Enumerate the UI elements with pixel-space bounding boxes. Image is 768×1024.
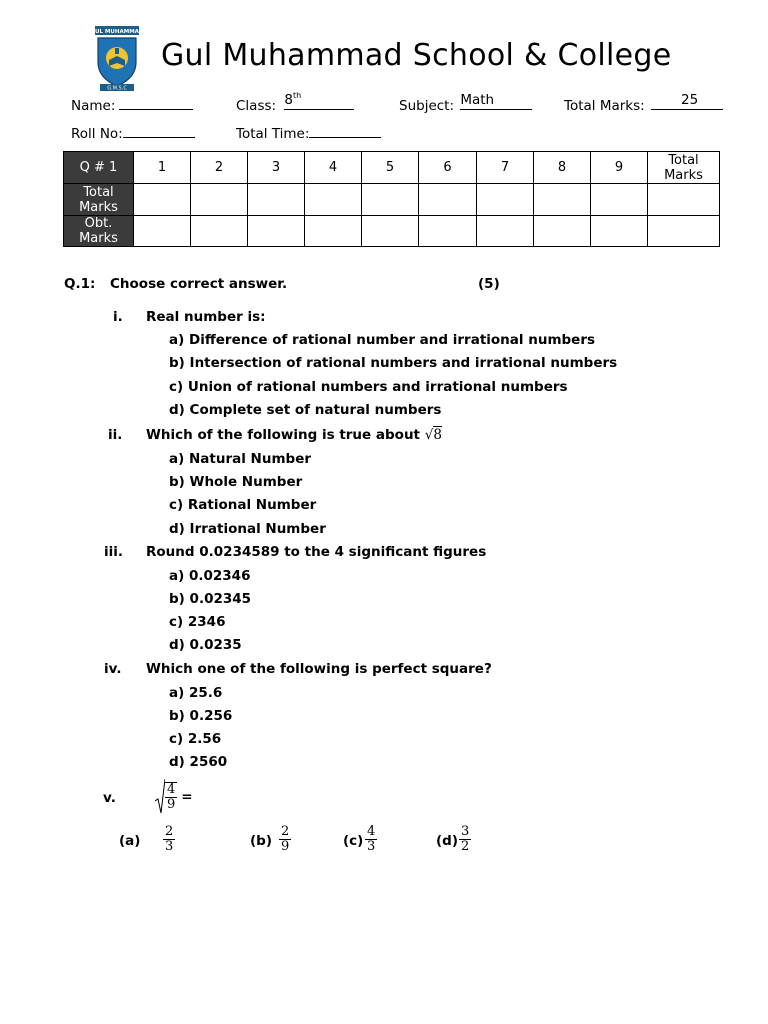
option-a[interactable]: [169, 568, 250, 584]
table-col-4: 4: [305, 152, 362, 184]
option-d[interactable]: [169, 521, 326, 537]
fraction-denominator: 9: [281, 839, 290, 854]
fraction-denominator: 9: [167, 797, 176, 812]
question-text: Which one of the following is perfect square?: [146, 661, 492, 677]
table-col-total: Total Marks: [648, 152, 720, 184]
option-b-label[interactable]: (b): [250, 833, 273, 849]
question-number: iv.: [104, 661, 122, 677]
option-text: 2346: [187, 614, 226, 630]
option-d[interactable]: [169, 637, 242, 653]
question-text: Real number is:: [146, 309, 266, 325]
question-number: ii.: [108, 427, 123, 443]
q1-marks: (5): [478, 276, 500, 292]
fraction-denominator: 3: [367, 839, 376, 854]
table-cell[interactable]: [591, 216, 648, 247]
subject-label: Subject:: [399, 98, 455, 114]
fraction-denominator: 3: [165, 839, 174, 854]
table-cell[interactable]: [648, 216, 720, 247]
table-col-8: 8: [534, 152, 591, 184]
table-cell[interactable]: [591, 184, 648, 216]
table-col-5: 5: [362, 152, 419, 184]
option-text: Complete set of natural numbers: [189, 402, 442, 418]
option-a-label[interactable]: (a): [119, 833, 141, 849]
sqrt-value: 8: [433, 427, 442, 443]
option-text: 0.02346: [188, 568, 251, 584]
option-letter: d): [169, 402, 185, 418]
option-text: Whole Number: [189, 474, 303, 490]
option-a[interactable]: [169, 451, 311, 467]
school-logo: [92, 24, 142, 92]
marks-table: [63, 151, 720, 247]
option-letter: a): [169, 568, 185, 584]
table-cell[interactable]: [134, 216, 191, 247]
name-field: [71, 95, 193, 114]
total-marks-field: [564, 92, 723, 114]
subject-field: [399, 92, 532, 114]
sqrt-radical-icon: [155, 779, 165, 815]
q1-title: Choose correct answer.: [110, 276, 288, 292]
option-text: Union of rational numbers and irrational numbers: [187, 379, 568, 395]
option-b-fraction[interactable]: [279, 825, 291, 854]
option-a-fraction[interactable]: [163, 825, 175, 854]
fraction-numerator: 3: [461, 824, 470, 839]
table-col-1: 1: [134, 152, 191, 184]
option-letter: c): [169, 497, 184, 513]
option-b[interactable]: [169, 708, 232, 724]
table-cell[interactable]: [248, 184, 305, 216]
table-cell[interactable]: [362, 184, 419, 216]
time-label: Total Time:: [236, 126, 310, 142]
question-text: Which of the following is true about: [146, 427, 421, 443]
option-letter: a): [169, 332, 185, 348]
option-letter: b): [169, 708, 185, 724]
table-cell[interactable]: [534, 184, 591, 216]
option-d-fraction[interactable]: [459, 825, 471, 854]
table-col-6: 6: [419, 152, 477, 184]
option-b[interactable]: [169, 355, 617, 371]
option-text: 25.6: [188, 685, 223, 701]
option-letter: c): [169, 379, 184, 395]
school-name: Gul Muhammad School & College: [161, 38, 672, 73]
subject-blank[interactable]: [460, 92, 532, 110]
option-b[interactable]: [169, 474, 302, 490]
table-cell[interactable]: [191, 216, 248, 247]
option-text: 2.56: [187, 731, 222, 747]
option-c[interactable]: [169, 731, 221, 747]
option-letter: d): [169, 754, 185, 770]
total-marks-blank[interactable]: [651, 92, 723, 110]
option-c[interactable]: [169, 379, 568, 395]
option-text: Rational Number: [187, 497, 317, 513]
option-a[interactable]: [169, 332, 595, 348]
table-cell[interactable]: [305, 216, 362, 247]
option-letter: a): [169, 451, 185, 467]
option-a[interactable]: [169, 685, 222, 701]
option-text: 0.02345: [189, 591, 252, 607]
roll-field: [71, 123, 195, 142]
fraction-denominator: 2: [461, 839, 470, 854]
fraction-numerator: 4: [367, 824, 376, 839]
roll-label: Roll No:: [71, 126, 123, 142]
option-letter: c): [169, 614, 184, 630]
sqrt-symbol: √8: [424, 427, 442, 443]
class-sup: th: [292, 91, 302, 100]
total-marks-label: Total Marks:: [564, 98, 645, 114]
table-cell[interactable]: [134, 184, 191, 216]
table-header-q1: Q # 1: [64, 152, 134, 184]
option-text: 0.0235: [189, 637, 242, 653]
name-label: Name:: [71, 98, 116, 114]
fraction-numerator: 2: [165, 824, 174, 839]
fraction-numerator: 2: [281, 824, 290, 839]
table-cell[interactable]: [362, 216, 419, 247]
root-fraction: [165, 782, 177, 812]
table-col-7: 7: [477, 152, 534, 184]
table-cell[interactable]: [305, 184, 362, 216]
option-letter: b): [169, 355, 185, 371]
option-text: Intersection of rational numbers and irrational numbers: [189, 355, 618, 371]
option-c[interactable]: [169, 497, 316, 513]
table-cell[interactable]: [191, 184, 248, 216]
question-number: v.: [103, 790, 116, 806]
class-blank[interactable]: [284, 91, 354, 110]
table-row-obt-label: Obt. Marks: [64, 216, 134, 247]
option-d-label[interactable]: (d): [436, 833, 459, 849]
equals-sign: =: [181, 789, 193, 805]
subject-value: Math: [460, 92, 495, 108]
option-d[interactable]: [169, 754, 227, 770]
table-cell[interactable]: [477, 216, 534, 247]
option-letter: d): [169, 521, 185, 537]
option-c-fraction[interactable]: [365, 825, 377, 854]
table-cell[interactable]: [419, 216, 477, 247]
option-c-label[interactable]: (c): [343, 833, 364, 849]
question-number: iii.: [104, 544, 124, 560]
fraction-numerator: 4: [167, 782, 176, 797]
option-text: 0.256: [189, 708, 233, 724]
logo-top-text: GUL MUHAMMAD: [92, 29, 142, 35]
time-blank[interactable]: [309, 123, 381, 138]
option-letter: c): [169, 731, 184, 747]
option-letter: d): [169, 637, 185, 653]
roll-blank[interactable]: [123, 123, 195, 138]
table-cell[interactable]: [534, 216, 591, 247]
table-col-2: 2: [191, 152, 248, 184]
name-blank[interactable]: [119, 95, 193, 110]
class-field: [236, 91, 354, 114]
table-cell[interactable]: [477, 184, 534, 216]
question-v-expression: [155, 779, 193, 815]
question-number: i.: [113, 309, 123, 325]
option-c[interactable]: [169, 614, 225, 630]
total-marks-value: 25: [681, 92, 699, 108]
option-letter: b): [169, 474, 185, 490]
q1-label: Q.1:: [64, 276, 96, 292]
option-letter: a): [169, 685, 185, 701]
option-text: Irrational Number: [189, 521, 326, 537]
option-b[interactable]: [169, 591, 251, 607]
option-letter: b): [169, 591, 185, 607]
table-row-total-label: Total Marks: [64, 184, 134, 216]
option-text: Difference of rational number and irrational numbers: [188, 332, 596, 348]
option-text: 2560: [189, 754, 228, 770]
table-cell[interactable]: [419, 184, 477, 216]
option-d[interactable]: [169, 402, 441, 418]
time-field: [236, 123, 381, 142]
question-text: Round 0.0234589 to the 4 significant figures: [146, 544, 487, 560]
question-text-line: [146, 427, 442, 443]
class-value: 8: [284, 92, 293, 108]
table-cell[interactable]: [648, 184, 720, 216]
logo-bottom-text: G.M.S.C: [107, 85, 127, 92]
table-col-3: 3: [248, 152, 305, 184]
table-cell[interactable]: [248, 216, 305, 247]
table-col-9: 9: [591, 152, 648, 184]
option-text: Natural Number: [188, 451, 312, 467]
class-label: Class:: [236, 98, 277, 114]
